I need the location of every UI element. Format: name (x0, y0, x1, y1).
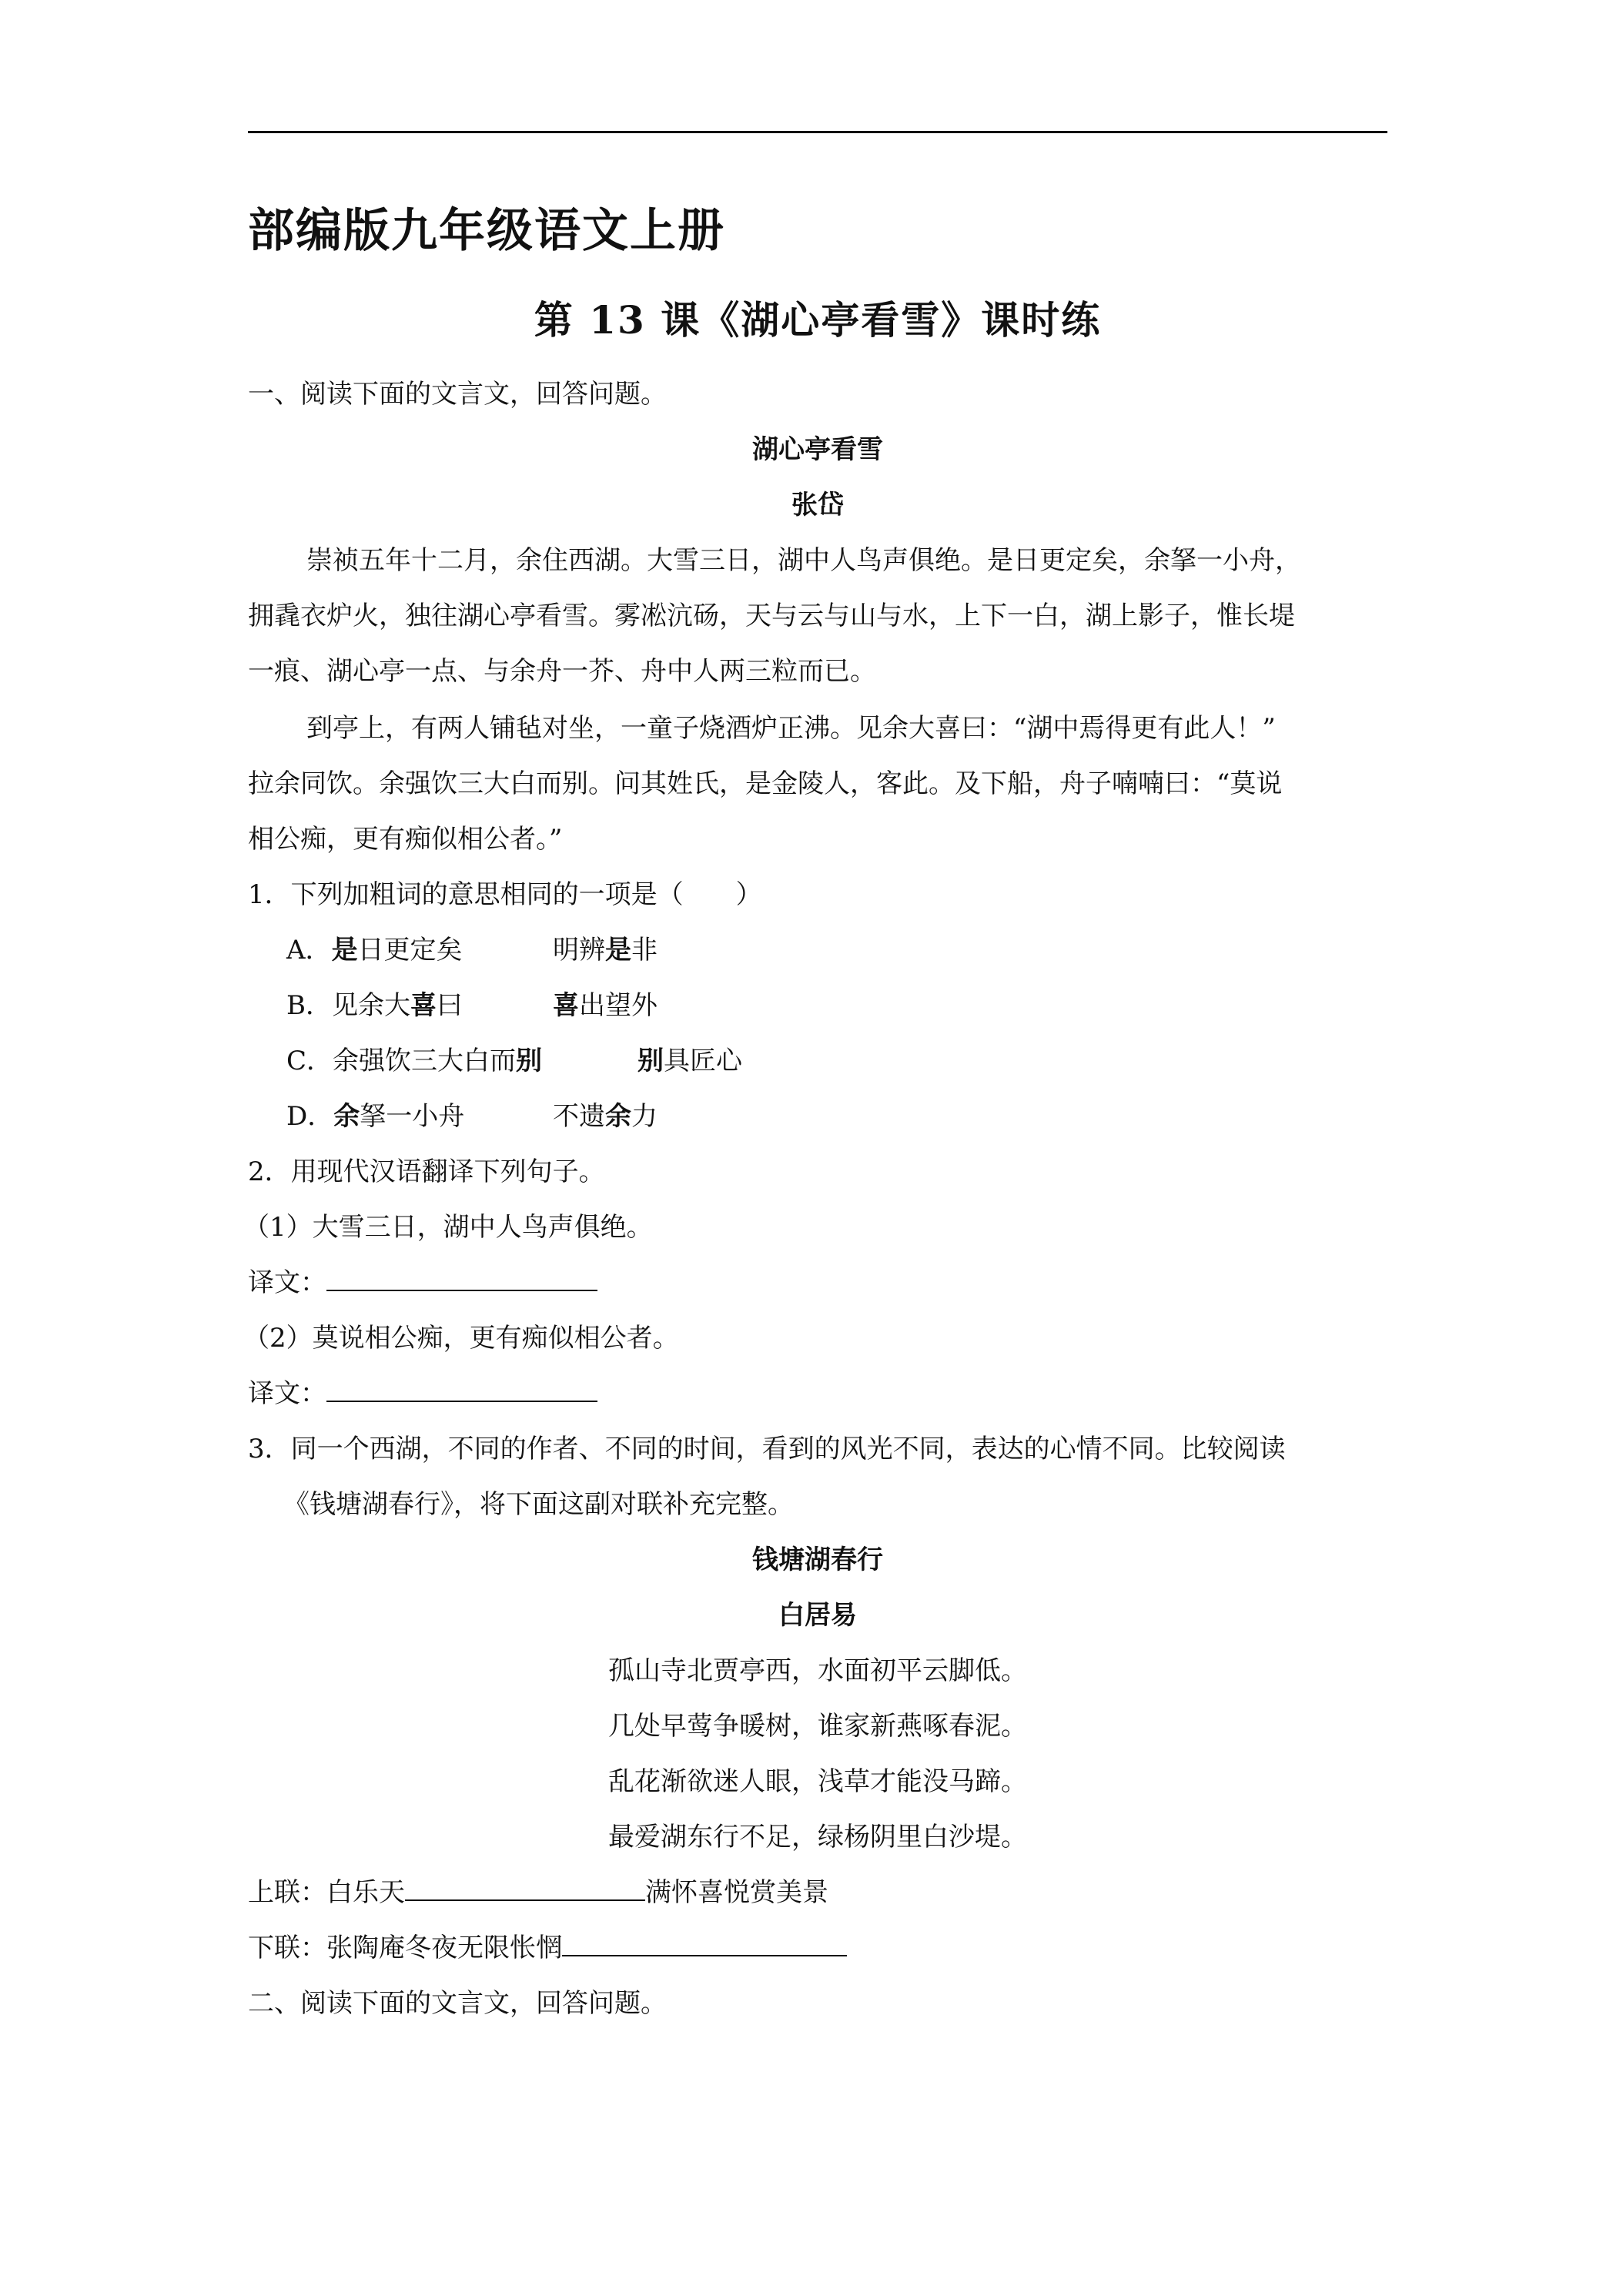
q1-option-d-second: 不遗余力 (553, 1101, 658, 1132)
bold-word: 别 (637, 1046, 664, 1076)
book-title: 部编版九年级语文上册 (248, 204, 725, 258)
q1-option-c: C．余强饮三大白而别 (286, 1046, 543, 1076)
poem-line-2: 几处早莺争暖树，谁家新燕啄春泥。 (608, 1711, 1027, 1742)
header-rule (248, 131, 1387, 133)
bold-word: 是 (331, 935, 358, 966)
section2-heading: 二、阅读下面的文言文，回答问题。 (248, 1988, 667, 2019)
q2-answer2 (248, 1377, 597, 1411)
q2-stem: 2．用现代汉语翻译下列句子。 (248, 1156, 605, 1187)
para2-line2: 拉余同饮。余强饮三大白而别。问其姓氏，是金陵人，客此。及下船，舟子喃喃曰：“莫说 (248, 768, 1283, 799)
bold-word: 喜 (553, 990, 579, 1021)
poem-title: 钱塘湖春行 (752, 1545, 883, 1575)
answer-label: 译文： (248, 1267, 326, 1298)
text-author: 张岱 (791, 490, 844, 520)
couplet-lower: 下联：张陶庵冬夜无限怅惘 (248, 1931, 847, 1965)
q1-option-b-second: 喜出望外 (553, 990, 658, 1021)
q1-option-a-second: 明辨是非 (553, 935, 658, 966)
para2-line3: 相公痴，更有痴似相公者。” (248, 824, 563, 855)
q1-option-b: B．见余大喜曰 (286, 990, 463, 1021)
bold-word: 是 (605, 935, 631, 966)
section1-heading: 一、阅读下面的文言文，回答问题。 (248, 379, 667, 410)
q2-item1: （1）大雪三日，湖中人鸟声俱绝。 (243, 1212, 653, 1243)
para2-line1: 到亭上，有两人铺毡对坐，一童子烧酒炉正沸。见余大喜曰：“湖中焉得更有此人！” (306, 713, 1276, 744)
couplet-lower-blank[interactable] (562, 1932, 847, 1956)
bold-word: 喜 (410, 990, 437, 1021)
bold-word: 余 (333, 1101, 360, 1132)
couplet-upper-blank[interactable] (405, 1876, 645, 1901)
couplet-upper-label: 上联： (248, 1877, 326, 1908)
q3-stem-line1: 3．同一个西湖，不同的作者、不同的时间，看到的风光不同，表达的心情不同。比较阅读 (248, 1434, 1286, 1464)
para1-line2: 拥毳衣炉火，独往湖心亭看雪。雾凇沆砀，天与云与山与水，上下一白，湖上影子，惟长堤 (248, 601, 1295, 631)
poem-line-3: 乱花渐欲迷人眼，浅草才能没马蹄。 (608, 1766, 1027, 1797)
option-letter: B． (286, 990, 332, 1021)
option-letter: C． (286, 1046, 333, 1076)
q2-item2: （2）莫说相公痴，更有痴似相公者。 (243, 1323, 679, 1354)
q1-option-a: A．是日更定矣 (286, 935, 463, 966)
bold-word: 余 (605, 1101, 631, 1132)
couplet-lower-label: 下联： (248, 1933, 326, 1963)
poem-line-4: 最爱湖东行不足，绿杨阴里白沙堤。 (608, 1822, 1027, 1853)
q1-option-d: D．余拏一小舟 (286, 1101, 465, 1132)
bold-word: 别 (516, 1046, 543, 1076)
option-letter: A． (286, 935, 332, 966)
couplet-upper: 上联：白乐天 满怀喜悦赏美景 (248, 1877, 828, 1908)
answer-blank-2[interactable] (326, 1377, 597, 1402)
answer-label: 译文： (248, 1378, 326, 1409)
lesson-title: 第 13 课《湖心亭看雪》课时练 (534, 297, 1102, 343)
poem-line-1: 孤山寺北贾亭西，水面初平云脚低。 (608, 1655, 1027, 1686)
answer-blank-1[interactable] (326, 1267, 597, 1291)
q3-stem-line2: 《钱塘湖春行》，将下面这副对联补充完整。 (283, 1489, 794, 1520)
para1-line1: 崇祯五年十二月，余住西湖。大雪三日，湖中人鸟声俱绝。是日更定矣，余拏一小舟， (306, 545, 1301, 576)
para1-line3: 一痕、湖心亭一点、与余舟一芥、舟中人两三粒而已。 (248, 656, 876, 687)
q1-stem: 1．下列加粗词的意思相同的一项是（ ） (248, 879, 762, 910)
option-letter: D． (286, 1101, 334, 1132)
q2-answer1 (248, 1266, 597, 1300)
text-title: 湖心亭看雪 (752, 434, 883, 465)
poem-author: 白居易 (778, 1600, 857, 1631)
q1-option-c-second: 别具匠心 (637, 1046, 742, 1076)
